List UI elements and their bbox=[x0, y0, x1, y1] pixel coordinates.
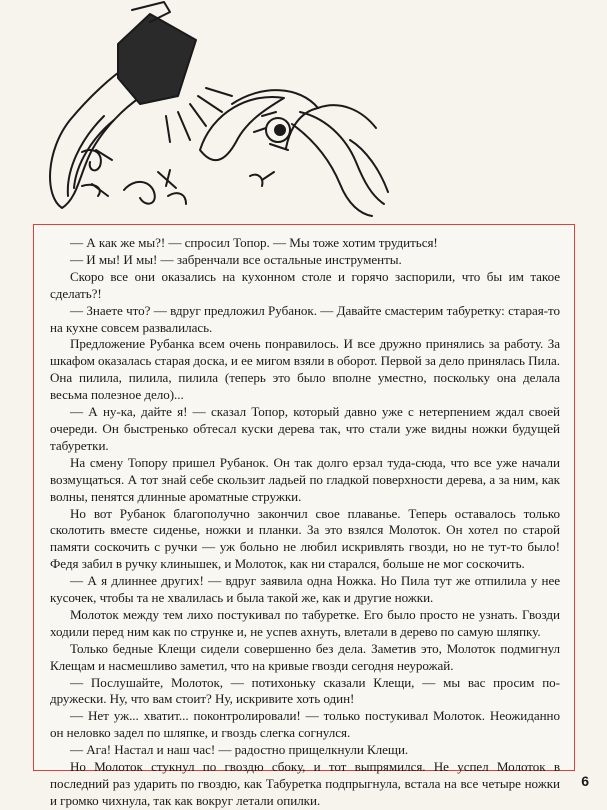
paragraph: Но вот Рубанок благополучно закончил свое плаванье. Теперь оставалось только сколотить вместе сиденье, ножки и планки. За это взялся Молоток. Он хотел по старой памяти соскочить с ручки — уж больно не любил искривлять гвозди, но не тут-то было! Федя забил в ручку клинышек, и Молоток, как ни старался, больше не мог соскочить. bbox=[50, 505, 560, 572]
paragraph: — Нет уж... хватит... поконтролировали! — только постукивал Молоток. Неожиданно он неловко задел по шляпке, и гвоздь слегка согнулся. bbox=[50, 708, 560, 741]
paragraph: Но Молоток стукнул по гвоздю сбоку, и тот выпрямился. Не успел Молоток в последний раз ударить по гвоздю, как Табуретка подпрыгнула, встала на все четыре ножки и громко чихнула, так как вокруг летали опилки. bbox=[50, 759, 560, 808]
paragraph: Молоток между тем лихо постукивал по табуретке. Его было просто не узнать. Гвозди ходили перед ним как по струнке и, не успев ахнуть, влетали в дерево по самую шляпку. bbox=[50, 606, 560, 639]
paragraph: На смену Топору пришел Рубанок. Он так долго ерзал туда-сюда, что все уже начали возмущаться. А тот знай себе скользит ладьей по гладкой поверхности дерева, а за ним, как волны, пенятся длинные ароматные стружки. bbox=[50, 454, 560, 504]
paragraph: — А я длиннее других! — вдруг заявила одна Ножка. Но Пила тут же отпилила у нее кусочек, чтобы та не хвалилась и была такой же, как и другие ножки. bbox=[50, 573, 560, 606]
page-number: 6 bbox=[581, 773, 589, 789]
paragraph: — А как же мы?! — спросил Топор. — Мы тоже хотим трудиться! bbox=[70, 235, 438, 250]
paragraph: — Послушайте, Молоток, — потихоньку сказали Клещи, — мы вас просим по-дружески. Ну, что вам стоит? Ну, искривите хоть один! bbox=[50, 674, 560, 707]
hammer-head bbox=[118, 14, 196, 104]
paragraph: Только бедные Клещи сидели совершенно без дела. Заметив это, Молоток подмигнул Клещам и насмешливо заметил, что на кривые гвозди сегодня неурожай. bbox=[50, 640, 560, 673]
paragraph: Скоро все они оказались на кухонном столе и горячо заспорили, что бы им такое сделать?! bbox=[50, 268, 560, 301]
paragraph: — Ага! Настал и наш час! — радостно прищелкнули Клещи. bbox=[70, 742, 409, 758]
hammer-and-pliers-illustration bbox=[0, 0, 607, 222]
story-text-frame bbox=[33, 224, 575, 808]
paragraph: Предложение Рубанка всем очень понравилось. И все дружно принялись за работу. За шкафом оказалась старая доска, и ее мигом взяли в оборот. Первой за дело принялась Пила. Она пилила, пилила, пилила (теперь это было вполне уместно, поскольку она делала весьма полезное дело)... bbox=[50, 336, 560, 403]
paragraph: — И мы! И мы! — забренчали все остальные инструменты. bbox=[70, 251, 402, 267]
paragraph: — А ну-ка, дайте я! — сказал Топор, который давно уже с нетерпением ждал своей очереди. Он быстренько обтесал куски дерева так, что стали уже видны ножки будущей табуретки. bbox=[50, 404, 560, 453]
paragraph: — Знаете что? — вдруг предложил Рубанок. — Давайте смастерим табуретку: старая-то на кухне совсем развалилась. bbox=[50, 302, 560, 335]
